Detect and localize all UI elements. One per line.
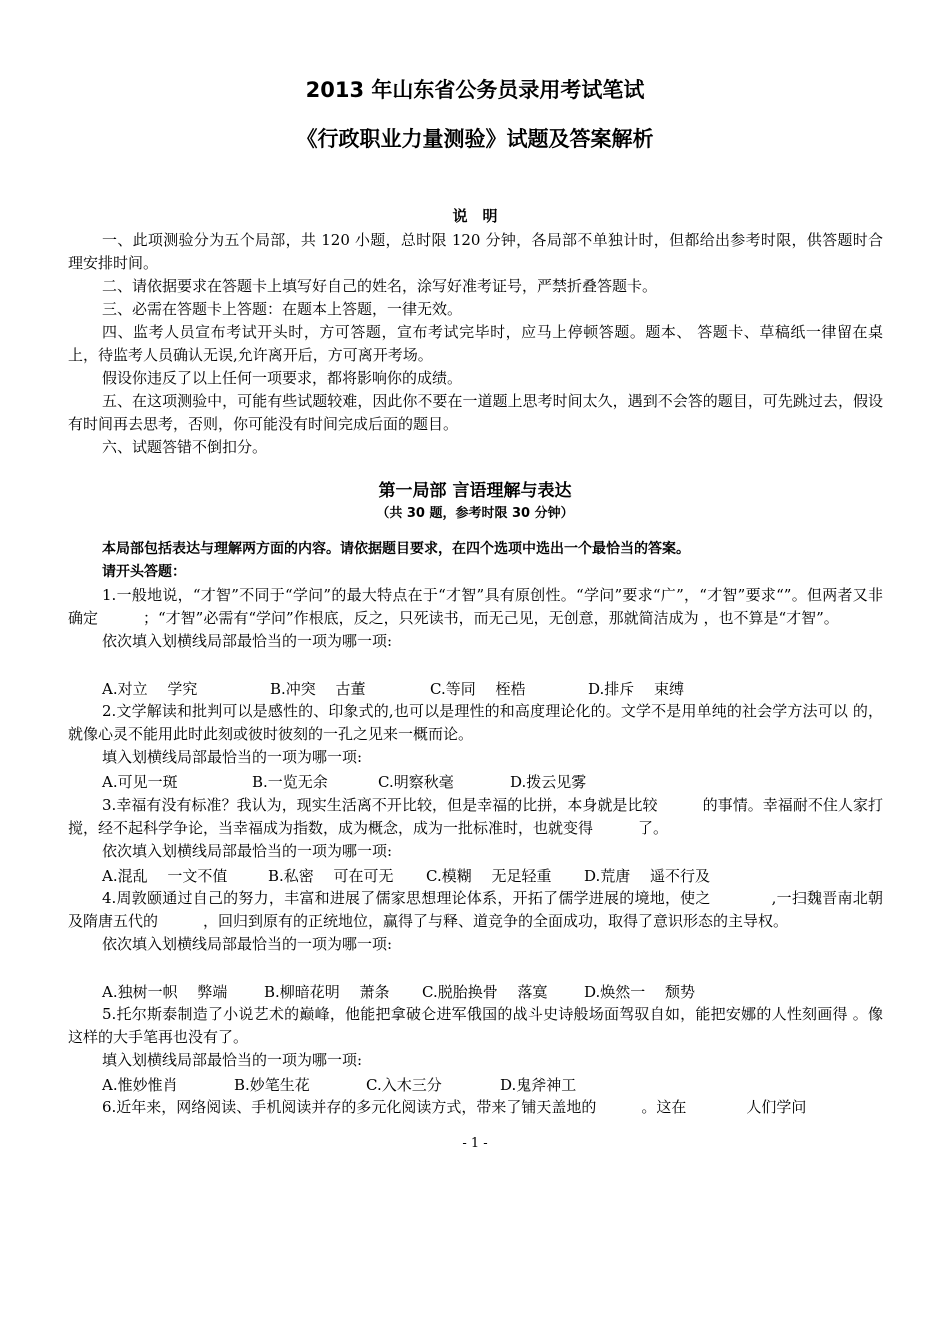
option-d[interactable]: D.拨云见雾 xyxy=(510,773,587,791)
option-c[interactable]: C.脱胎换骨 落寞 xyxy=(422,983,548,1001)
question-prompt: 依次填入划横线局部最恰当的一项为哪一项: xyxy=(102,842,393,860)
question-3-options xyxy=(102,865,917,886)
page-number: - 1 - xyxy=(462,1136,488,1151)
option-d[interactable]: D.鬼斧神工 xyxy=(500,1076,577,1094)
document-title-line1: 2013 年山东省公务员录用考试笔试 xyxy=(305,78,645,102)
question-2 xyxy=(68,700,883,769)
instruction-item: 三、必需在答题卡上答题：在题本上答题，一律无效。 xyxy=(102,300,463,318)
option-a[interactable]: A.惟妙惟肖 xyxy=(102,1076,178,1094)
question-6 xyxy=(68,1096,883,1119)
question-5 xyxy=(68,1003,883,1072)
section-start: 请开头答题： xyxy=(102,564,186,580)
question-stem: 5.托尔斯泰制造了小说艺术的巅峰，他能把拿破仑进军俄国的战斗史诗般场面驾驭自如，能把安娜的人性刻画得 。像这样的大手笔再也没有了。 xyxy=(68,1005,883,1046)
option-d[interactable]: D.荒唐 遥不行及 xyxy=(584,867,711,885)
option-b[interactable]: B.冲突 古董 xyxy=(270,680,366,698)
option-a[interactable]: A.独树一帜 弊端 xyxy=(102,983,228,1001)
question-1-options xyxy=(102,678,917,699)
option-b[interactable]: B.一览无余 xyxy=(252,773,328,791)
option-b[interactable]: B.柳暗花明 萧条 xyxy=(264,983,390,1001)
option-c[interactable]: C.明察秋毫 xyxy=(378,773,454,791)
option-a[interactable]: A.可见一斑 xyxy=(102,773,178,791)
section-intro: 本局部包括表达与理解两方面的内容。请依据题目要求，在四个选项中选出一个最恰当的答案。 xyxy=(102,541,690,557)
question-stem: 3.幸福有没有标准？我认为，现实生活离不开比较，但是幸福的比拼，本身就是比较 的事情。幸福耐不住人家打搅，经不起科学争论，当幸福成为指数，成为概念，成为一批标准时，也就变得 了。 xyxy=(68,796,883,837)
question-4-options xyxy=(102,981,917,1002)
instruction-item: 二、请依据要求在答题卡上填写好自己的姓名，涂写好准考证号，严禁折叠答题卡。 xyxy=(102,277,658,295)
question-2-options xyxy=(102,771,917,792)
section-intro-block xyxy=(68,538,883,584)
option-a[interactable]: A.混乱 一文不值 xyxy=(102,867,228,885)
question-stem: 6.近年来，网络阅读、手机阅读并存的多元化阅读方式，带来了铺天盖地的 。这在 人们学问 xyxy=(102,1098,807,1116)
question-prompt: 依次填入划横线局部最恰当的一项为哪一项: xyxy=(102,632,393,650)
option-d[interactable]: D.排斥 束缚 xyxy=(588,680,685,698)
question-3 xyxy=(68,794,883,863)
option-c[interactable]: C.等同 桎梏 xyxy=(430,680,526,698)
option-a[interactable]: A.对立 学究 xyxy=(102,680,198,698)
section-title: 第一局部 言语理解与表达 xyxy=(378,481,572,501)
section-subtitle: （共 30 题，参考时限 30 分钟） xyxy=(376,506,574,521)
option-b[interactable]: B.私密 可在可无 xyxy=(268,867,394,885)
question-prompt: 依次填入划横线局部最恰当的一项为哪一项: xyxy=(102,935,393,953)
question-stem: 2.文学解读和批判可以是感性的、印象式的,也可以是理性的和高度理论化的。文学不是用单纯的社会学方法可以 的，就像心灵不能用此时此刻或彼时彼刻的一孔之见来一概而论。 xyxy=(68,702,883,743)
document-title-line2: 《行政职业力量测验》试题及答案解析 xyxy=(296,127,654,151)
question-prompt: 填入划横线局部最恰当的一项为哪一项: xyxy=(102,1051,363,1069)
instructions-block xyxy=(68,229,883,459)
question-4 xyxy=(68,887,883,956)
instruction-item: 六、试题答错不倒扣分。 xyxy=(102,438,268,456)
instruction-item: 假设你违反了以上任何一项要求，都将影响你的成绩。 xyxy=(102,369,463,387)
question-prompt: 填入划横线局部最恰当的一项为哪一项: xyxy=(102,748,363,766)
option-b[interactable]: B.妙笔生花 xyxy=(234,1076,310,1094)
option-c[interactable]: C.入木三分 xyxy=(366,1076,442,1094)
instruction-item: 一、此项测验分为五个局部，共 120 小题，总时限 120 分钟，各局部不单独计时，但都给出参考时限，供答题时合理安排时间。 xyxy=(68,231,883,272)
instructions-heading: 说 明 xyxy=(452,207,498,225)
instruction-item: 五、在这项测验中，可能有些试题较难，因此你不要在一道题上思考时间太久，遇到不会答的题目，可先跳过去，假设有时间再去思考，否则，你可能没有时间完成后面的题目。 xyxy=(68,392,883,433)
question-5-options xyxy=(102,1074,917,1095)
question-stem: 4.周敦颐通过自己的努力，丰富和进展了儒家思想理论体系，开拓了儒学进展的境地，使之 ,一扫魏晋南北朝及隋唐五代的 ，回归到原有的正统地位，赢得了与释、道竞争的全面成功，取得了意识形态的主导权。 xyxy=(68,889,883,930)
question-1 xyxy=(68,584,883,653)
instruction-item: 四、监考人员宣布考试开头时，方可答题，宣布考试完毕时，应马上停顿答题。题本、 答题卡、草稿纸一律留在桌上，待监考人员确认无误,允许离开后，方可离开考场。 xyxy=(68,323,883,364)
option-c[interactable]: C.模糊 无足轻重 xyxy=(426,867,552,885)
question-stem: 1.一般地说，“才智”不同于“学问”的最大特点在于“才智”具有原创性。“学问”要求“广”，“才智”要求“”。但两者又非确定 ；“才智”必需有“学问”作根底，反之，只死读书，而无己见，无创意，那就简洁成为 ，也不算是“才智”。 xyxy=(68,586,883,627)
option-d[interactable]: D.焕然一 颓势 xyxy=(584,983,696,1001)
